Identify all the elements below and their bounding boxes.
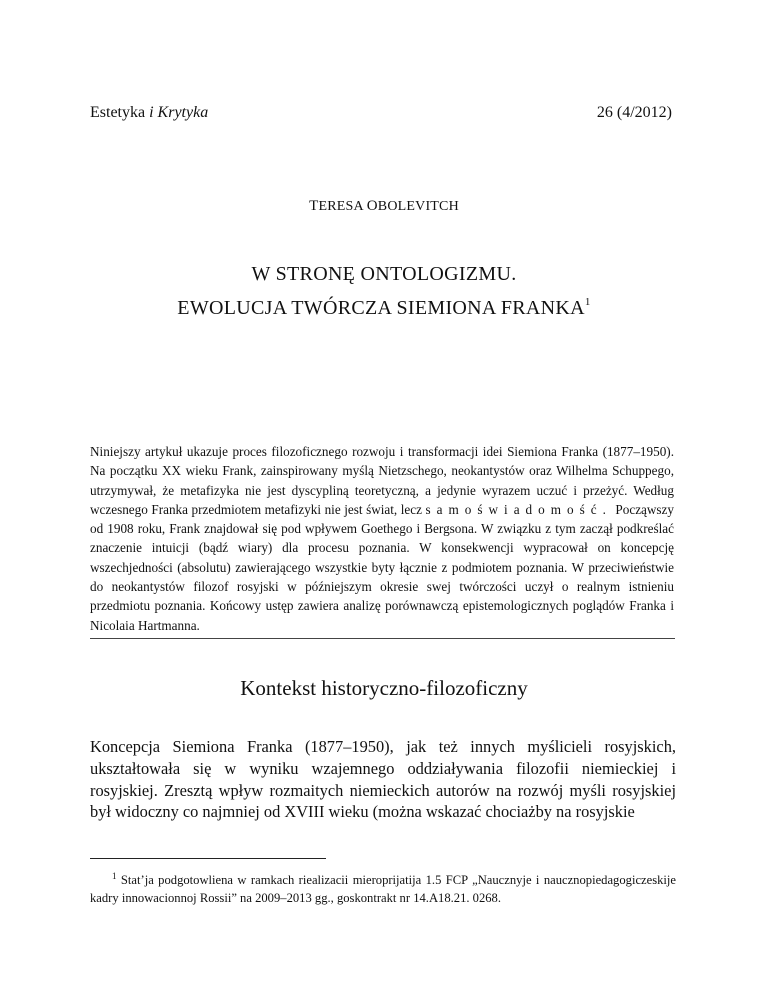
section-paragraph: Koncepcja Siemiona Franka (1877–1950), jak też innych myślicieli rosyjskich, ukształtowała się w wyniku wzajemnego oddziaływania filozofii niemieckiej i rosyjskiej. Zresztą wpływ rozmaitych niemieckich autorów na rozwój myśli rosyjskiej był widoczny co najmniej od XVIII wieku (można wskazać chociażby na rosyjskie [90, 737, 676, 822]
title-line-2-text: EWOLUCJA TWÓRCZA SIEMIONA FRANKA [177, 297, 585, 319]
author-first-initial: T [309, 198, 319, 214]
title-line-2 [0, 288, 768, 322]
title-line-1: W STRONĘ ONTOLOGIZMU. [251, 263, 517, 285]
journal-name-italic-i: i [149, 104, 154, 121]
section-heading: Kontekst historyczno-filozoficzny [240, 676, 528, 700]
author-name [0, 198, 768, 215]
abstract [90, 442, 674, 635]
footnote-mark: 1 [112, 871, 117, 881]
footnote [90, 867, 676, 907]
issue-number: 26 (4/2012) [596, 104, 672, 121]
journal-name-part1: Estetyka [90, 104, 150, 121]
title-footnote-ref[interactable]: 1 [584, 296, 591, 308]
abstract-text-after: Począwszy od 1908 roku, Frank znajdował się pod wpływem Goethego i Bergsona. W związku z tym zaczął podkreślać znaczenie intuicji (bądź wiary) dla procesu poznania. W konsekwencji wypracował on koncepcję wszechjedności (absolutu) zawierającego wszystkie byty łącznie z podmiotem poznania. W przeciwieństwie do neokantystów filozof rosyjski w późniejszym okresie swej twórczości uczył o realnym istnieniu przedmiotu poznania. Końcowy ustęp zawiera analizę porównawczą epistemologicznych poglądów Franka i Nicolaia Hartmanna. [90, 501, 675, 633]
footnote-divider [90, 858, 326, 859]
abstract-text-before: Niniejszy artykuł ukazuje proces filozoficznego rozwoju i transformacji idei Siemiona Franka (1877–1950). Na początku XX wieku Frank, zainspirowany myślą Nietzschego, neokantystów oraz Wilhelma Schuppego, utrzymywał, że metafizyka nie jest dyscypliną teoretyczną, a jedynie wyrazem uczuć i przeżyć. Według wczesnego Franka przedmiotem metafizyki nie jest świat, lecz [90, 444, 674, 517]
abstract-spaced-word: samoświadomość. [425, 501, 612, 517]
journal-name [90, 104, 208, 122]
journal-name-italic-krytyka: Krytyka [157, 104, 209, 121]
abstract-divider [90, 638, 675, 639]
footnote-text: Stat’ja podgotowliena w ramkach riealizacii mieroprijatija 1.5 FCP „Naucznyje i naucznopiedagogiczeskije kadry innowacionnoj Rossii” na 2009–2013 gg., goskontrakt nr 14.A18.21. 0268. [90, 873, 676, 905]
author-first-rest: ERESA [318, 199, 364, 214]
article-title [0, 260, 768, 322]
author-last-initial: O [366, 198, 378, 214]
author-last-rest: BOLEVITCH [377, 199, 459, 214]
